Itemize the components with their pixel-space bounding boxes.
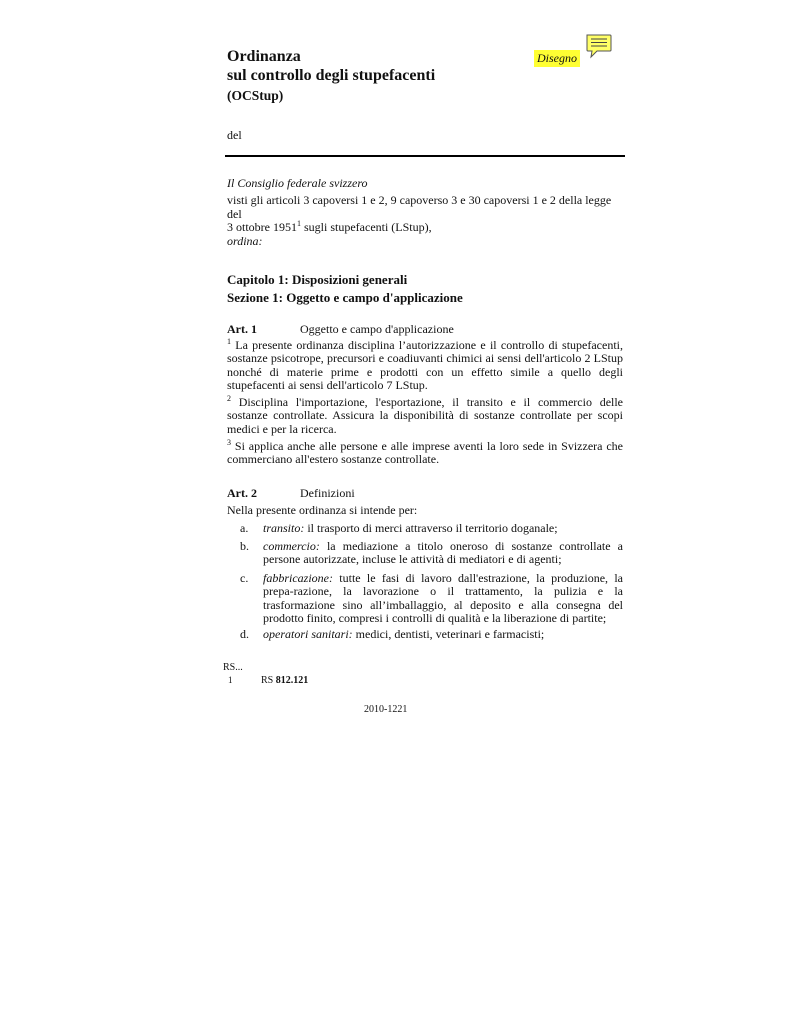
item-term: commercio: [263,539,320,553]
footnote-prefix: RS [261,675,276,686]
chapter-heading [227,271,625,307]
recital-line-2a: 3 ottobre 1951 [227,220,297,235]
document-title [227,47,527,85]
article-1-title: Oggetto e campo d'applicazione [300,322,454,336]
article-2-number: Art. 2 [227,486,257,500]
paragraph-number: 3 [227,438,231,447]
item-text: il trasporto di merci attraverso il territorio doganale; [304,521,558,535]
preamble-authority: Il Consiglio federale svizzero [227,176,368,190]
definition-item [227,572,623,626]
paragraph-text: La presente ordinanza disciplina l’autorizzazione e il controllo di stupefacenti, sostanze psicotrope, precursori e coadiuvanti chimici ai sensi dell'articolo 2 LStup nonché di materie prime e prodotti con un effetto simile a quello degli stupefacenti ai sensi dell'articolo 7 LStup. [227,338,623,393]
footnote [228,675,308,686]
item-term: fabbricazione: [263,571,333,585]
section-title: Sezione 1: Oggetto e campo d'applicazione [227,290,463,305]
article-1-paragraph-2 [227,396,623,436]
title-line-2: sul controllo degli stupefacenti [227,67,436,84]
item-letter: d. [240,627,249,641]
item-term: operatori sanitari: [263,627,353,641]
recital-line-1: visti gli articoli 3 capoversi 1 e 2, 9 capoverso 3 e 30 capoversi 1 e 2 della legge del [227,193,612,221]
preamble-recital [227,194,625,234]
item-letter: b. [240,539,249,553]
document-number: 2010-1221 [364,704,408,715]
title-divider [225,155,625,157]
item-text: la mediazione a titolo oneroso di sostanze controllate a persone autorizzate, incluse le attività di mediatori e di agenti; [263,539,623,567]
definition-item [227,628,623,641]
article-1-paragraph-3 [227,440,623,467]
preamble-decree: ordina: [227,233,263,248]
preamble [227,177,625,248]
title-line-1: Ordinanza [227,48,301,65]
article-1-number: Art. 1 [227,322,257,336]
draft-badge: Disegno [534,50,580,67]
definition-item [227,522,623,535]
item-text: tutte le fasi di lavoro dall'estrazione, la produzione, la prepa-razione, la lavorazione o il trattamento, la pulizia e la trasformazione sino all’imballaggio, al deposito e alla consegna del prodotto finito, compresi i controlli di qualità e la liberazione di partite; [263,571,623,626]
item-letter: a. [240,521,249,535]
comment-note-icon[interactable] [585,33,613,59]
document-abbreviation: (OCStup) [227,88,284,103]
article-2-heading [227,486,355,501]
recital-line-2b: sugli stupefacenti (LStup), [301,220,432,235]
article-1-paragraph-1 [227,339,623,393]
item-text: medici, dentisti, veterinari e farmacisti; [352,627,545,641]
chapter-title: Capitolo 1: Disposizioni generali [227,272,408,287]
paragraph-number: 1 [227,337,231,346]
paragraph-number: 2 [227,394,231,403]
article-2-title: Definizioni [300,486,355,500]
footnote-number: 1 [228,675,233,685]
article-2-intro: Nella presente ordinanza si intende per: [227,503,418,517]
date-label: del [227,128,242,142]
definition-item [227,540,623,567]
footnote-ref[interactable]: 1 [297,219,301,229]
footnote-reference: 812.121 [275,675,309,686]
item-term: transito: [263,521,305,535]
paragraph-text: Disciplina l'importazione, l'esportazione, il transito e il commercio delle sostanze controllate. Assicura la disponibilità di sostanze controllate per scopi medici e per la ricerca. [227,395,624,436]
paragraph-text: Si applica anche alle persone e alle imprese aventi la loro sede in Svizzera che commerciano all'estero sostanze controllate. [227,439,624,467]
item-letter: c. [240,571,249,585]
rs-placeholder: RS... [223,662,243,673]
article-1-heading [227,322,454,337]
